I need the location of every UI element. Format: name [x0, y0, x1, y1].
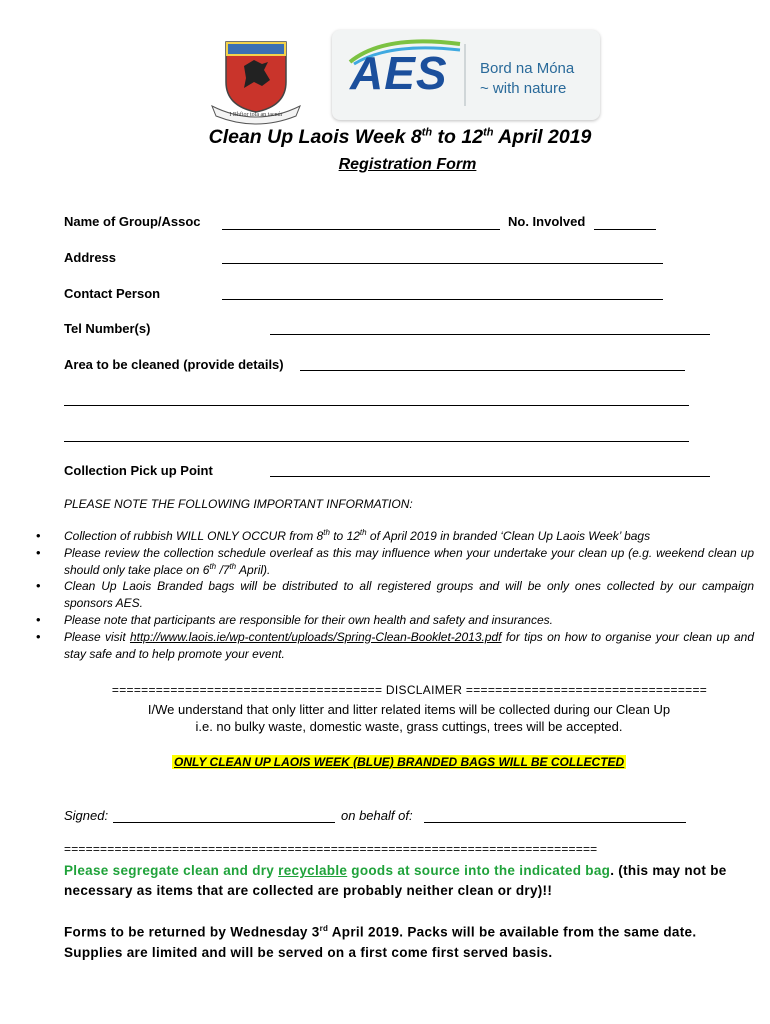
disclaimer-line-2: i.e. no bulky waste, domestic waste, grass cuttings, trees will be accepted. [195, 719, 623, 734]
list-item: • Collection of rubbish WILL ONLY OCCUR from 8th to 12th of April 2019 in branded ‘Clean Up Laois Week’ bags [36, 528, 651, 543]
area-field[interactable] [300, 370, 685, 371]
laois-crest-logo [200, 36, 312, 128]
list-item: • Clean Up Laois Branded bags will be distributed to all registered groups and will be only ones collected by our campaign sponsors AES. [36, 578, 754, 611]
address-label: Address [64, 250, 117, 265]
booklet-link[interactable]: http://www.laois.ie/wp-content/uploads/Spring-Clean-Booklet-2013.pdf [129, 629, 502, 644]
crest-motto: I Bhfior tola an tacnúr [229, 112, 283, 118]
branded-bags-notice: ONLY CLEAN UP LAOIS WEEK (BLUE) BRANDED BAGS WILL BE COLLECTED [174, 755, 625, 769]
bord-na-mona-wordmark: Bord na Móna [480, 60, 575, 77]
notes-heading: PLEASE NOTE THE FOLLOWING IMPORTANT INFORMATION: [64, 497, 413, 511]
area-field-line-2[interactable] [64, 405, 689, 406]
address-field[interactable] [222, 263, 663, 264]
area-field-line-3[interactable] [64, 441, 689, 442]
pickup-point-label: Collection Pick up Point [64, 463, 213, 478]
signature-field[interactable] [113, 822, 335, 823]
segregate-notice: Please segregate clean and dry recyclable goods at source into the indicated bag. (this may not be necessary as items that are collected are probably neither clean or dry)!! [64, 863, 727, 898]
bullet-icon: • [36, 544, 41, 560]
no-involved-label: No. Involved [508, 214, 586, 229]
signed-label: Signed: [64, 808, 109, 823]
group-name-field[interactable] [222, 229, 500, 230]
logo-divider [464, 44, 466, 106]
form-subtitle: Registration Form [338, 156, 477, 173]
group-name-label: Name of Group/Assoc [64, 214, 201, 229]
tel-number-label: Tel Number(s) [64, 321, 151, 336]
contact-person-field[interactable] [222, 299, 663, 300]
disclaimer-line-1: I/We understand that only litter and litter related items will be collected during our Clean Up [147, 702, 671, 717]
behalf-field[interactable] [424, 822, 686, 823]
list-item: • Please note that participants are responsible for their own health and safety and insurances. [36, 611, 553, 627]
bullet-icon: • [36, 611, 41, 627]
no-involved-field[interactable] [594, 229, 656, 230]
page-title: Clean Up Laois Week 8th to 12th April 2019 [208, 126, 592, 148]
list-item: • Please review the collection schedule overleaf as this may influence when your undertake your clean up (e.g. weekend clean up should only take place on 6th /7th April). [36, 544, 754, 577]
aes-wordmark: AES [350, 47, 448, 99]
bullet-icon: • [36, 528, 41, 543]
notes-list [36, 528, 754, 662]
behalf-label: on behalf of: [341, 808, 413, 823]
return-notice: Forms to be returned by Wednesday 3rd April 2019. Packs will be available from the same date. Supplies are limited and will be served on a first come first served basis. [64, 924, 697, 960]
disclaimer-header: ===================================== DISCLAIMER ================================= [111, 683, 708, 697]
logo-tagline: ~ with nature [480, 80, 567, 97]
contact-person-label: Contact Person [64, 286, 161, 301]
bullet-icon: • [36, 578, 41, 594]
list-item: • Please visit http://www.laois.ie/wp-content/uploads/Spring-Clean-Booklet-2013.pdf for tips on how to organise your clean up and stay safe and to help promote your event. [36, 628, 754, 661]
tel-number-field[interactable] [270, 334, 710, 335]
aes-bord-na-mona-logo [332, 30, 600, 120]
bullet-icon: • [36, 628, 41, 644]
footer-divider: ========================================================================== [64, 842, 598, 856]
pickup-point-field[interactable] [270, 476, 710, 477]
area-label: Area to be cleaned (provide details) [64, 357, 284, 372]
